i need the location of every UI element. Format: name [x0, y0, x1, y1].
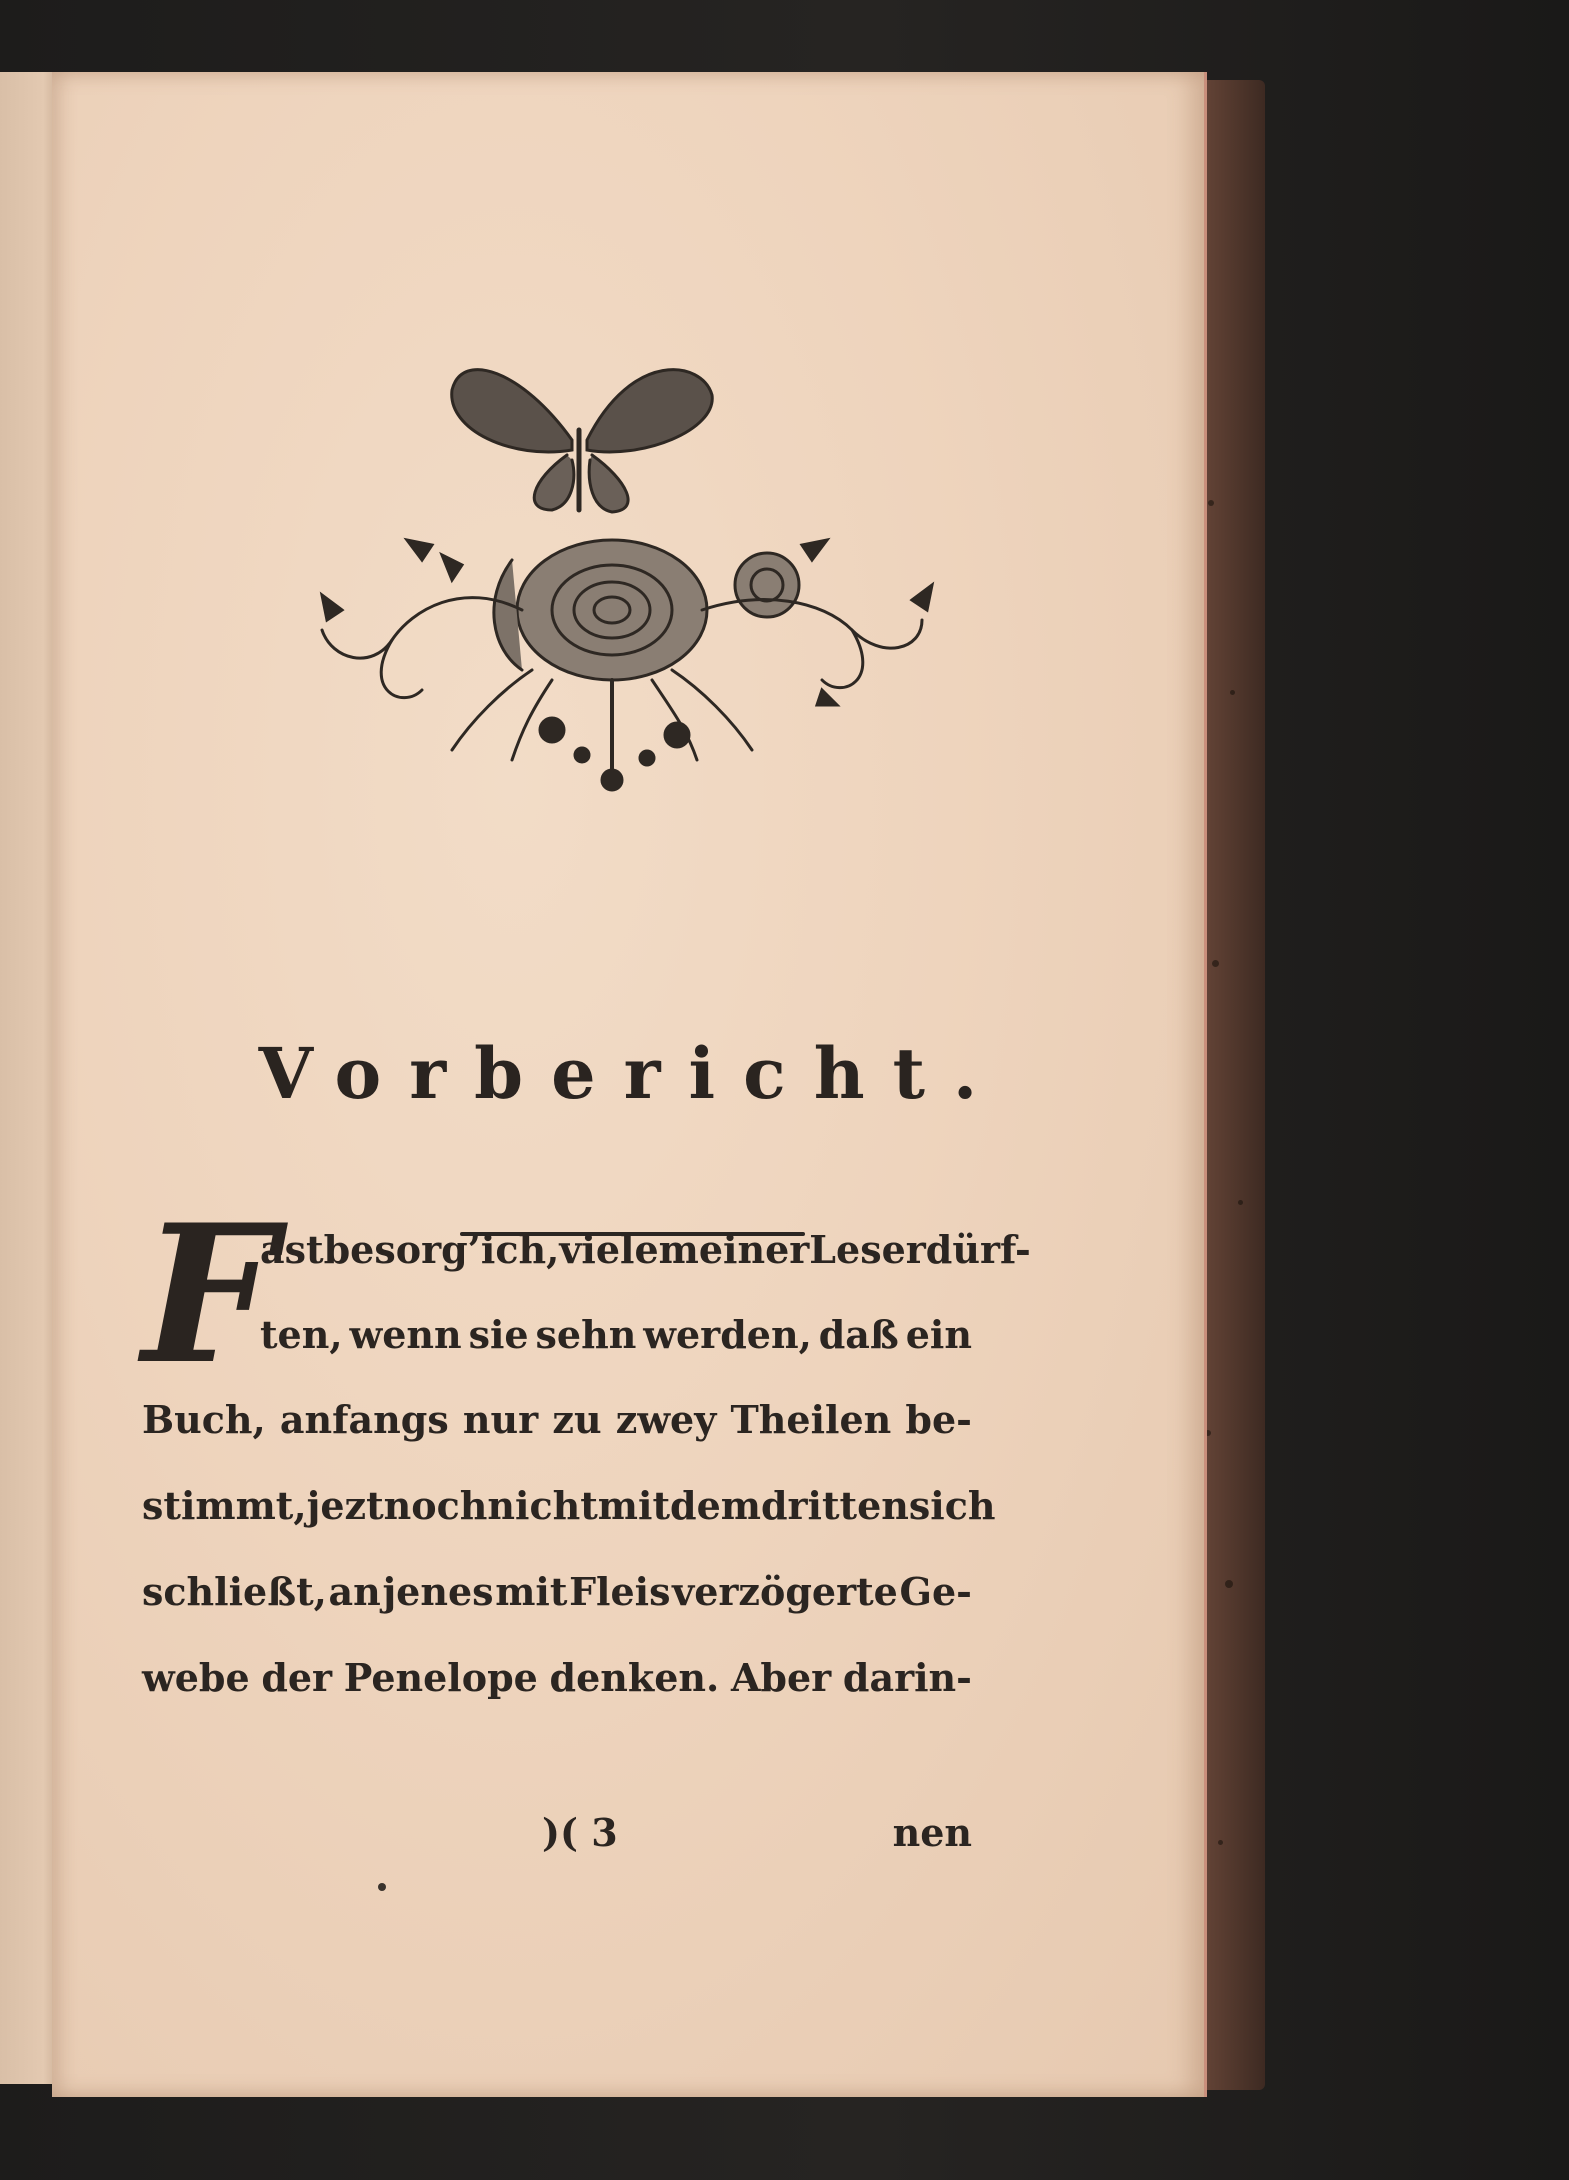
text-line: Buch, anfangs nur zu zwey Theilen be- [142, 1397, 972, 1442]
catchword: nen [892, 1810, 972, 1855]
signature-mark: )( 3 [542, 1810, 618, 1855]
page-footer [142, 1810, 972, 1870]
ink-speck [378, 1883, 386, 1891]
text-line: ast besorg’ ich, viele meiner Leser dürf- [260, 1227, 1031, 1272]
text-line: ten, wenn sie sehn werden, daß ein [260, 1312, 972, 1357]
text-line: stimmt, jezt noch nicht mit dem dritten sich [142, 1483, 996, 1528]
page-title: Vorbericht. [258, 1032, 1006, 1115]
text-line: webe der Penelope denken. Aber darin- [142, 1655, 972, 1700]
vignette-ornament-icon [222, 310, 1012, 800]
book-page [52, 72, 1207, 2097]
drop-cap-initial: F [142, 1183, 277, 1406]
text-line: schließt, an jenes mit Fleis verzögerte Ge- [142, 1569, 972, 1614]
